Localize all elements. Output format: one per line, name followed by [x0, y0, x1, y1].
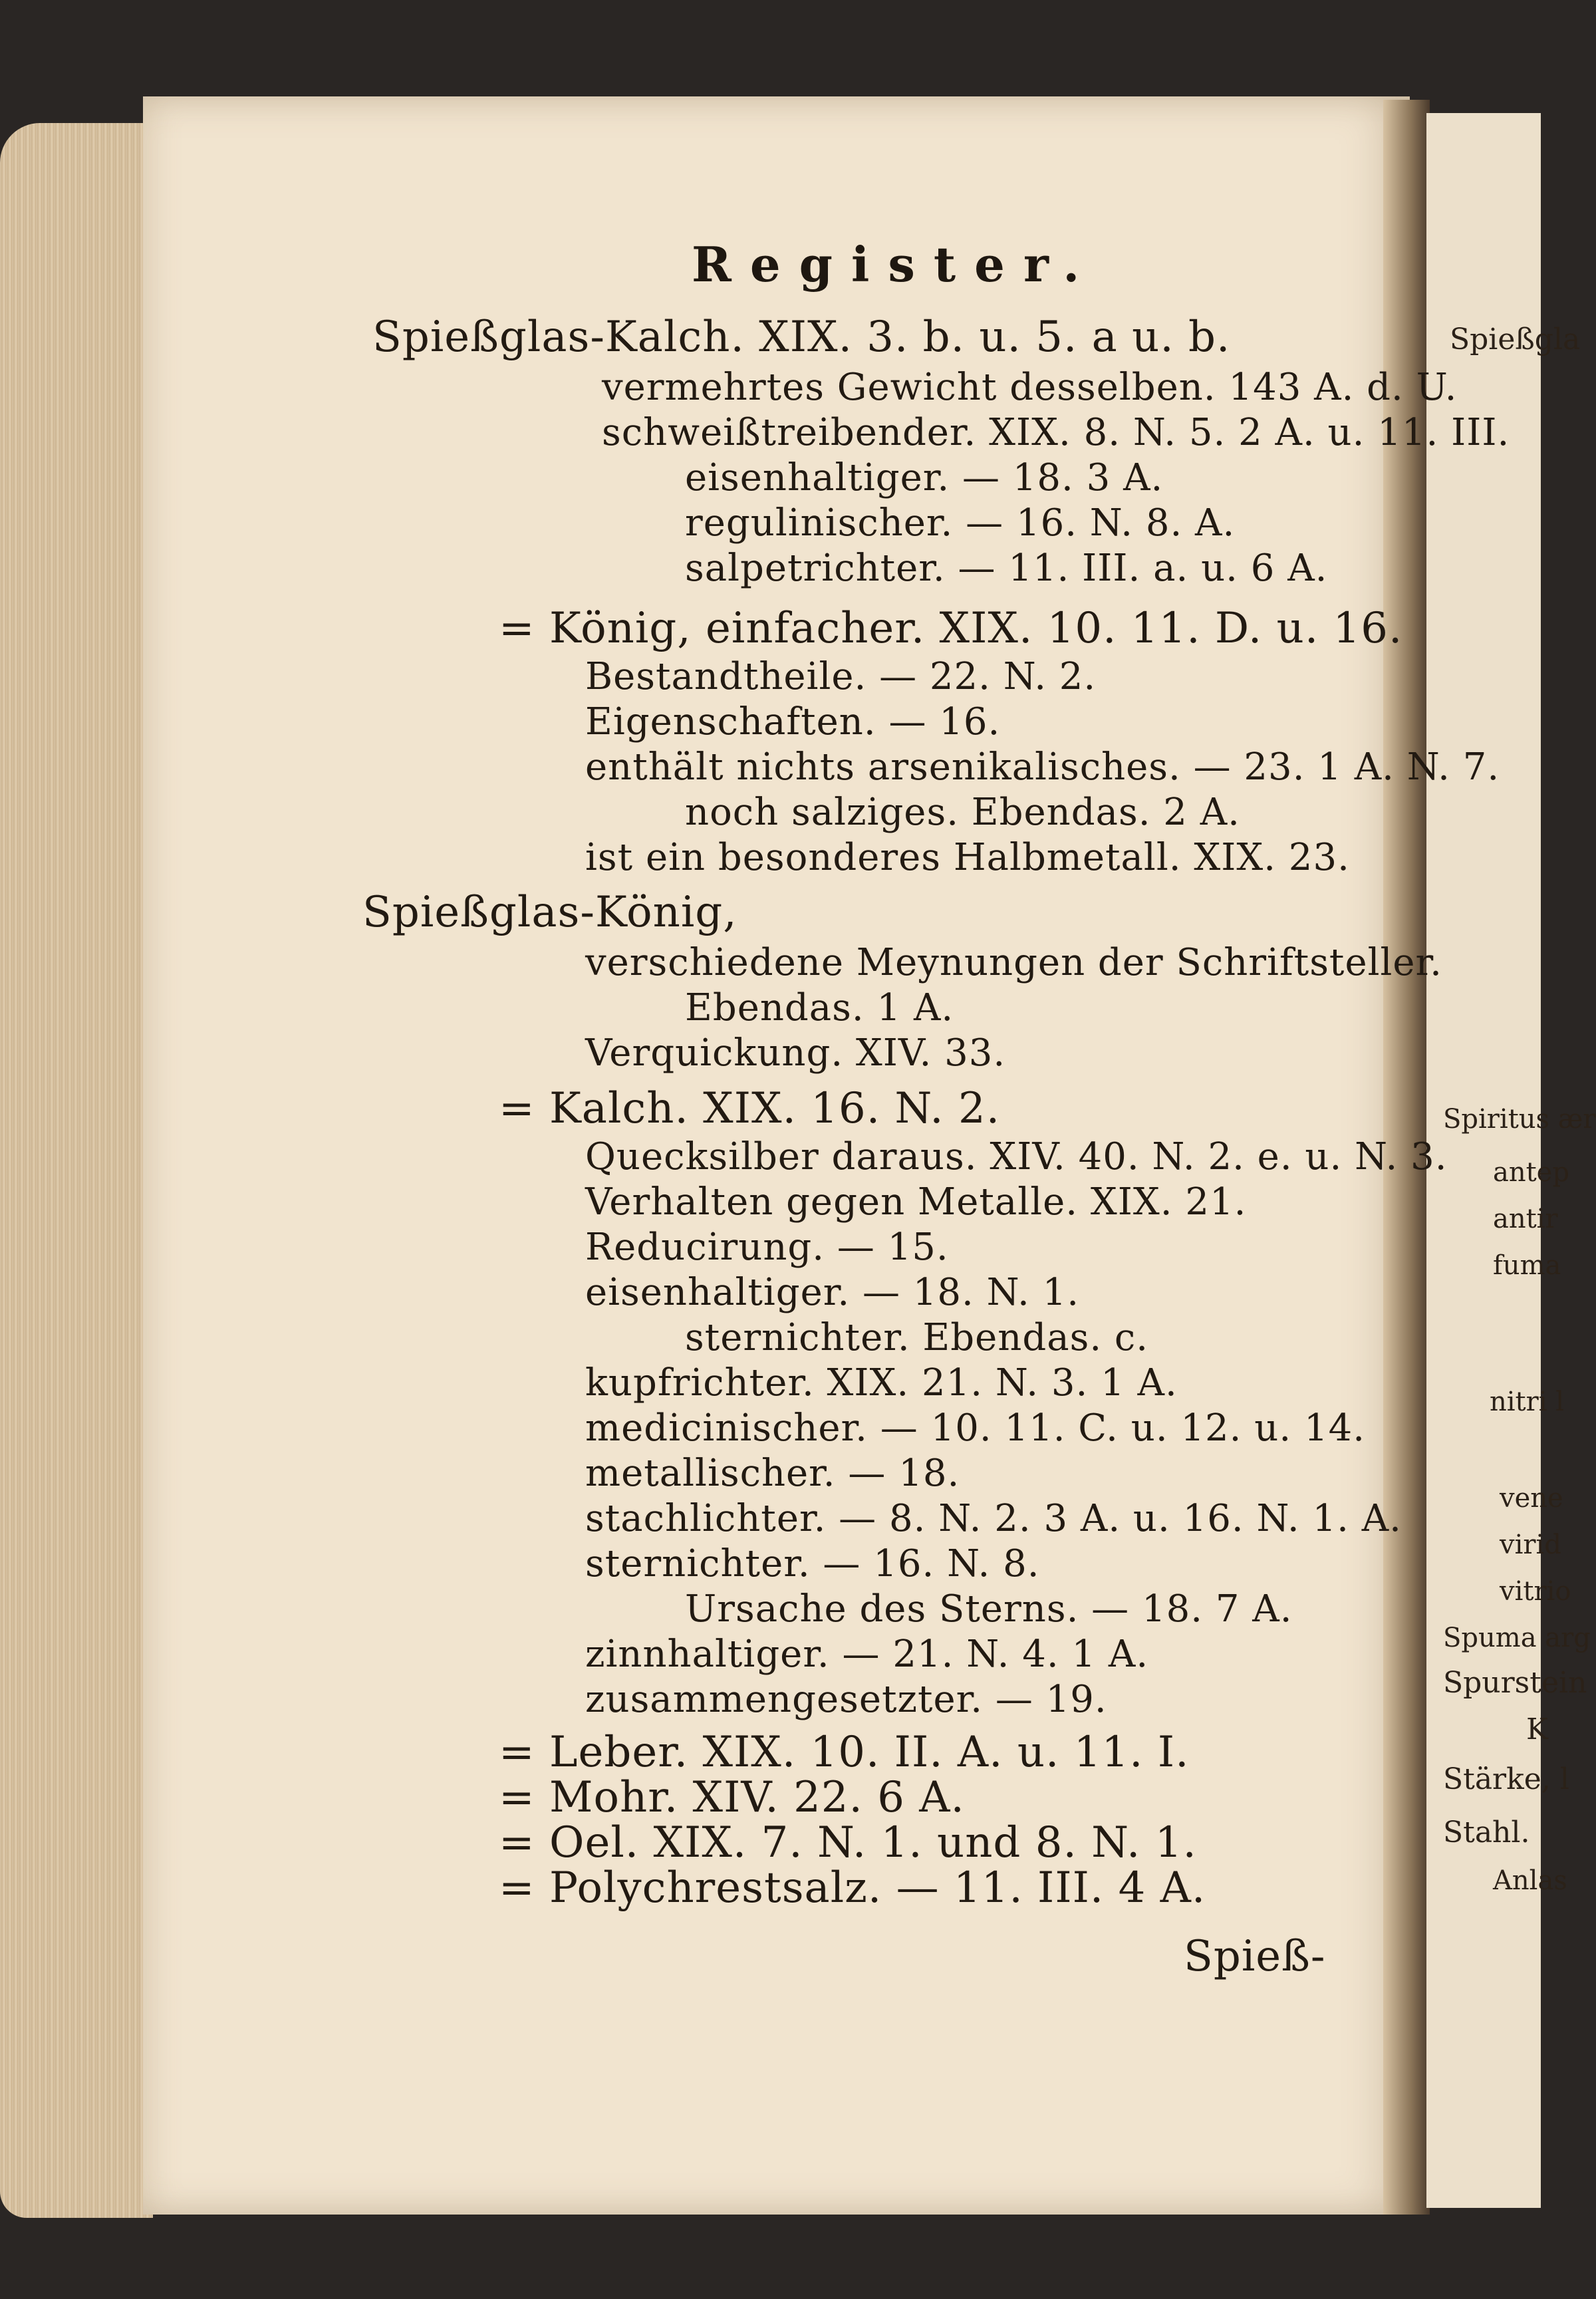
- adjacent-page-text: Stahl.: [1443, 1816, 1530, 1849]
- entry-line: eisenhaltiger. — 18. N. 1.: [585, 1271, 1080, 1314]
- entry-line: Quecksilber daraus. XIV. 40. N. 2. e. u. N. 3.: [585, 1135, 1448, 1178]
- entry-line: Spießglas-Kalch. XIX. 3. b. u. 5. a u. b.: [372, 313, 1231, 362]
- entry-line: Verhalten gegen Metalle. XIX. 21.: [585, 1180, 1247, 1224]
- entry-line: = Mohr. XIV. 22. 6 A.: [499, 1773, 965, 1822]
- entry-line: medicinischer. — 10. 11. C. u. 12. u. 14.: [585, 1407, 1366, 1450]
- adjacent-page-text: Stärke, l: [1443, 1762, 1569, 1796]
- entry-line: Bestandtheile. — 22. N. 2.: [585, 655, 1097, 698]
- page-heading: Register.: [692, 236, 1099, 293]
- entry-line: zusammengesetzter. — 19.: [585, 1678, 1107, 1721]
- adjacent-page-text: Spurstein: [1443, 1666, 1587, 1700]
- adjacent-page-text: Spuma arg: [1443, 1623, 1591, 1653]
- entry-line: = Leber. XIX. 10. II. A. u. 11. I.: [499, 1728, 1190, 1777]
- entry-line: kupfrichter. XIX. 21. N. 3. 1 A.: [585, 1361, 1178, 1405]
- entry-line: verschiedene Meynungen der Schriftsteller.: [585, 941, 1442, 984]
- catchword: Spieß-: [1184, 1932, 1326, 1981]
- adjacent-page-text: antep: [1493, 1157, 1569, 1188]
- adjacent-page-text: Spiritus ær: [1443, 1104, 1596, 1135]
- adjacent-page-text: antir: [1493, 1204, 1558, 1234]
- adjacent-page-text: vitrio: [1500, 1576, 1571, 1607]
- adjacent-page-text: K: [1526, 1712, 1548, 1746]
- entry-line: Verquickung. XIV. 33.: [585, 1031, 1006, 1075]
- entry-line: salpetrichter. — 11. III. a. u. 6 A.: [685, 547, 1328, 590]
- adjacent-page-text: Anlas: [1493, 1865, 1567, 1896]
- entry-line: zinnhaltiger. — 21. N. 4. 1 A.: [585, 1633, 1149, 1676]
- adjacent-page-text: fuma: [1493, 1250, 1561, 1281]
- entry-line: = Kalch. XIX. 16. N. 2.: [499, 1084, 1001, 1133]
- entry-line: Reducirung. — 15.: [585, 1226, 949, 1269]
- entry-line: = Oel. XIX. 7. N. 1. und 8. N. 1.: [499, 1818, 1197, 1867]
- entry-line: metallischer. — 18.: [585, 1452, 960, 1495]
- entry-line: sternichter. Ebendas. c.: [685, 1316, 1149, 1359]
- entry-line: Ebendas. 1 A.: [685, 986, 954, 1029]
- entry-line: Ursache des Sterns. — 18. 7 A.: [685, 1587, 1293, 1631]
- entry-line: ist ein besonderes Halbmetall. XIX. 23.: [585, 836, 1350, 879]
- entry-line: = König, einfacher. XIX. 10. 11. D. u. 16.: [499, 604, 1403, 653]
- entry-line: sternichter. — 16. N. 8.: [585, 1542, 1040, 1585]
- adjacent-page-text: Spießgla: [1450, 323, 1581, 356]
- entry-line: vermehrtes Gewicht desselben. 143 A. d. U.: [602, 366, 1458, 409]
- entry-line: eisenhaltiger. — 18. 3 A.: [685, 456, 1164, 499]
- adjacent-page-text: virid: [1500, 1530, 1561, 1560]
- adjacent-page-text: nitri l: [1490, 1387, 1565, 1417]
- entry-line: Spießglas-König,: [362, 888, 737, 937]
- entry-line: = Polychrestsalz. — 11. III. 4 A.: [499, 1863, 1206, 1913]
- entry-line: stachlichter. — 8. N. 2. 3 A. u. 16. N. 1. A.: [585, 1497, 1402, 1540]
- adjacent-page-text: vene: [1500, 1483, 1563, 1514]
- entry-line: schweißtreibender. XIX. 8. N. 5. 2 A. u. 11. III.: [602, 411, 1510, 454]
- entry-line: Eigenschaften. — 16.: [585, 700, 1001, 744]
- book-page-edges: [0, 123, 153, 2218]
- entry-line: noch salziges. Ebendas. 2 A.: [685, 791, 1240, 834]
- entry-line: regulinischer. — 16. N. 8. A.: [685, 501, 1236, 545]
- entry-line: enthält nichts arsenikalisches. — 23. 1 A. N. 7.: [585, 745, 1500, 789]
